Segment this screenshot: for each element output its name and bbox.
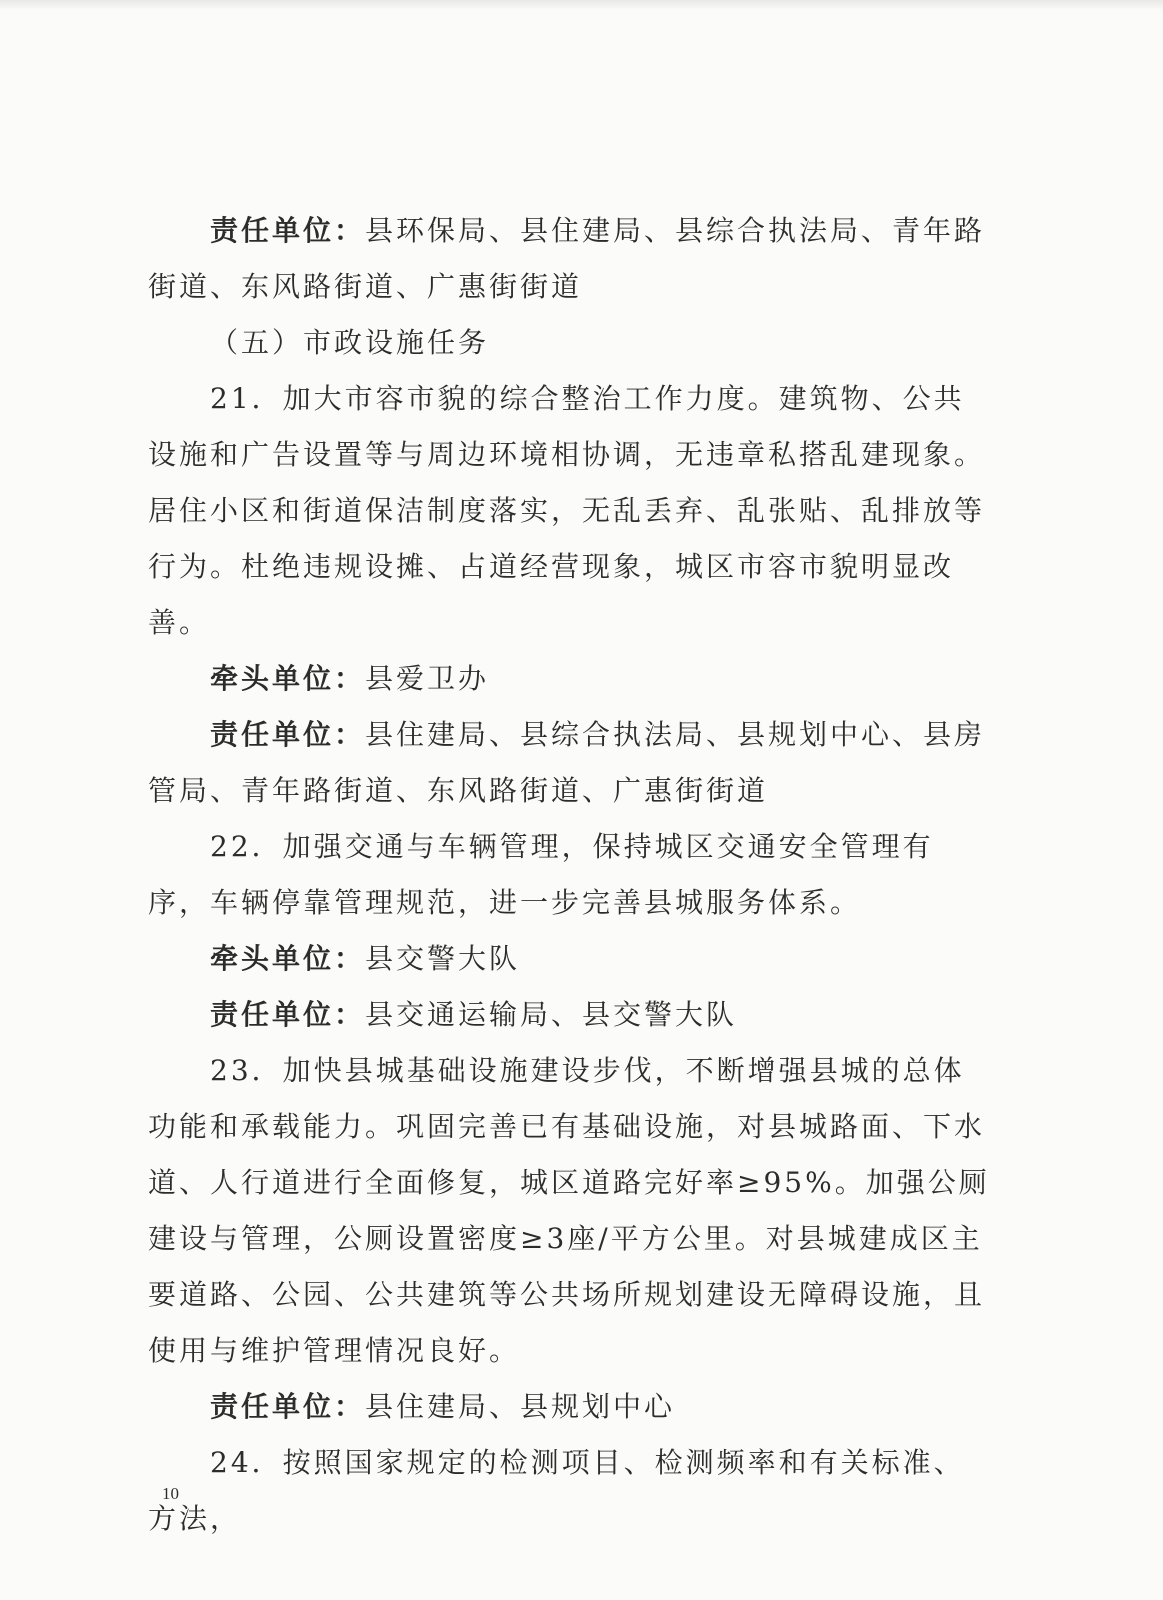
label-responsible: 责任单位： (210, 214, 366, 247)
paragraph-text: 县交警大队 (365, 942, 521, 975)
paragraph-text: 县环保局、县住建局、县综合执法局、青年路街道、东风路街道、广惠街街道 (148, 214, 986, 303)
paragraph-responsible-units-22 (148, 987, 990, 1043)
label-lead: 牵头单位： (210, 942, 366, 975)
item-21 (148, 371, 990, 651)
label-responsible: 责任单位： (210, 718, 366, 751)
paragraph-responsible-units-1 (148, 203, 990, 315)
paragraph-lead-unit-22 (148, 931, 990, 987)
paragraph-text: 县住建局、县综合执法局、县规划中心、县房管局、青年路街道、东风路街道、广惠街街道 (148, 718, 986, 807)
scan-top-edge (0, 0, 1163, 10)
page-number: 10 (162, 1484, 179, 1503)
paragraph-lead-unit-21 (148, 651, 990, 707)
paragraph-text: 22．加强交通与车辆管理，保持城区交通安全管理有序，车辆停靠管理规范，进一步完善县城服务体系。 (148, 830, 934, 919)
paragraph-text: 县交通运输局、县交警大队 (365, 998, 738, 1031)
paragraph-text: 县住建局、县规划中心 (365, 1390, 676, 1423)
paragraph-text: 21．加大市容市貌的综合整治工作力度。建筑物、公共设施和广告设置等与周边环境相协调，无违章私搭乱建现象。居住小区和街道保洁制度落实，无乱丢弃、乱张贴、乱排放等行为。杜绝违规设摊、占道经营现象，城区市容市貌明显改善。 (148, 382, 986, 639)
paragraph-responsible-units-23 (148, 1379, 990, 1435)
item-24 (148, 1435, 990, 1547)
paragraph-text: 24．按照国家规定的检测项目、检测频率和有关标准、方法， (148, 1446, 965, 1535)
label-lead: 牵头单位： (210, 662, 366, 695)
section-heading-municipal-facilities (148, 315, 990, 371)
document-body (148, 203, 990, 1547)
item-22 (148, 819, 990, 931)
item-23 (148, 1043, 990, 1379)
paragraph-text: 23．加快县城基础设施建设步伐，不断增强县城的总体功能和承载能力。巩固完善已有基础设施，对县城路面、下水道、人行道进行全面修复，城区道路完好率≥95%。加强公厕建设与管理，公厕设置密度≥3座/平方公里。对县城建成区主要道路、公园、公共建筑等公共场所规划建设无障碍设施，且使用与维护管理情况良好。 (148, 1054, 990, 1367)
paragraph-text: 县爱卫办 (365, 662, 490, 695)
label-responsible: 责任单位： (210, 1390, 366, 1423)
label-responsible: 责任单位： (210, 998, 366, 1031)
paragraph-responsible-units-21 (148, 707, 990, 819)
heading-text: （五）市政设施任务 (210, 326, 490, 359)
